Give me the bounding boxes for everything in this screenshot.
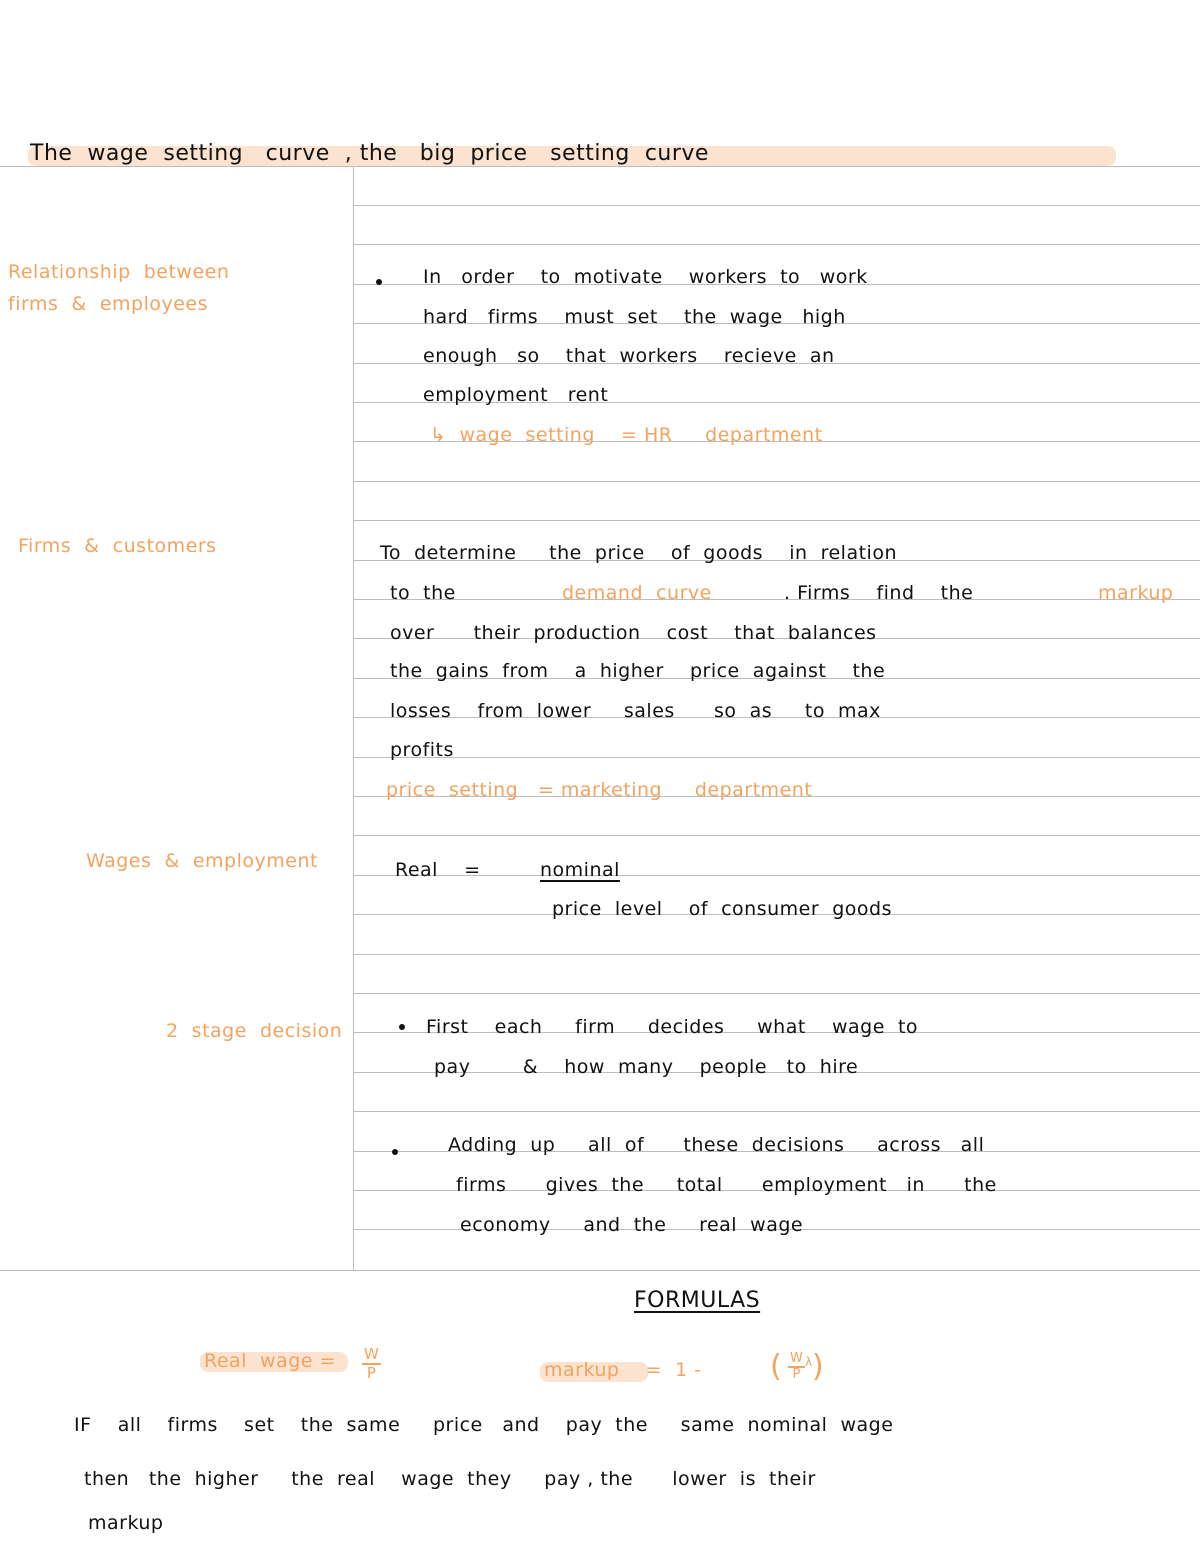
ruled-line (353, 481, 1200, 482)
section-line: enough so that workers recieve an (423, 345, 835, 367)
page-title: The wage setting curve , the big price setting curve (30, 141, 709, 166)
margin-line (353, 166, 354, 1270)
section-label-stage: 2 stage decision (166, 1020, 343, 1042)
section-line: Adding up all of these decisions across all (448, 1134, 985, 1156)
section-label-relationship: Relationship between firms & employees (8, 261, 230, 315)
real-wage-fraction (362, 1346, 381, 1382)
formulas-heading: FORMULAS (634, 1288, 761, 1313)
price-setting-note: price setting = marketing department (386, 779, 813, 801)
real-wage-lhs: Real = (395, 859, 481, 881)
ruled-line (353, 205, 1200, 206)
wage-setting-note: ↳ wage setting = HR department (430, 424, 823, 446)
markup-denominator: P (792, 1367, 801, 1382)
real-wage-numerator: W (364, 1345, 379, 1363)
price-level-denominator: price level of consumer goods (552, 898, 893, 920)
real-wage-denominator: P (366, 1364, 376, 1382)
close-paren: ) (812, 1349, 825, 1384)
markup-lambda: λ (805, 1355, 813, 1369)
ruled-line (353, 1111, 1200, 1112)
section-label-wages: Wages & employment (86, 850, 318, 872)
title-rule (0, 166, 1200, 167)
section-line: profits (390, 739, 454, 761)
section-line: In order to motivate workers to work (423, 266, 868, 288)
ruled-line (353, 244, 1200, 245)
section-line: over their production cost that balances (390, 622, 877, 644)
formula-paragraph-line: then the higher the real wage they pay , the lower is their (84, 1468, 816, 1490)
section-line: pay & how many people to hire (434, 1056, 859, 1078)
bullet-dot (392, 1149, 398, 1155)
section-line: firms gives the total employment in the (456, 1174, 997, 1196)
markup-highlight: markup (1098, 582, 1174, 604)
markup-fraction (788, 1352, 805, 1382)
ruled-line (353, 757, 1200, 758)
markup-formula: markup = 1 - (544, 1359, 702, 1381)
section-line: the gains from a higher price against the (390, 660, 886, 682)
nominal-numerator: nominal (540, 859, 620, 881)
ruled-line (353, 835, 1200, 836)
ruled-line (353, 599, 1200, 600)
bullet-dot (376, 279, 382, 285)
real-wage-formula: Real wage = (204, 1350, 336, 1372)
section-label-customers: Firms & customers (18, 535, 217, 557)
ruled-line (353, 520, 1200, 521)
section-line: First each firm decides what wage to (426, 1016, 919, 1038)
section-line: to the (390, 582, 456, 604)
section-line: economy and the real wage (460, 1214, 804, 1236)
ruled-line (353, 954, 1200, 955)
formula-paragraph-line: markup (88, 1512, 164, 1534)
bullet-dot (399, 1024, 405, 1030)
section-line: employment rent (423, 384, 609, 406)
section-line: . Firms find the (784, 582, 974, 604)
markup-numerator: W (790, 1351, 803, 1366)
section-line: hard firms must set the wage high (423, 306, 846, 328)
open-paren: ( (770, 1349, 783, 1384)
section-line: To determine the price of goods in relation (380, 542, 897, 564)
demand-curve-highlight: demand curve (562, 582, 712, 604)
section-line: losses from lower sales so as to max (390, 700, 881, 722)
formula-paragraph-line: IF all firms set the same price and pay the same nominal wage (74, 1414, 894, 1436)
ruled-line (353, 993, 1200, 994)
bottom-rule (0, 1270, 1200, 1271)
